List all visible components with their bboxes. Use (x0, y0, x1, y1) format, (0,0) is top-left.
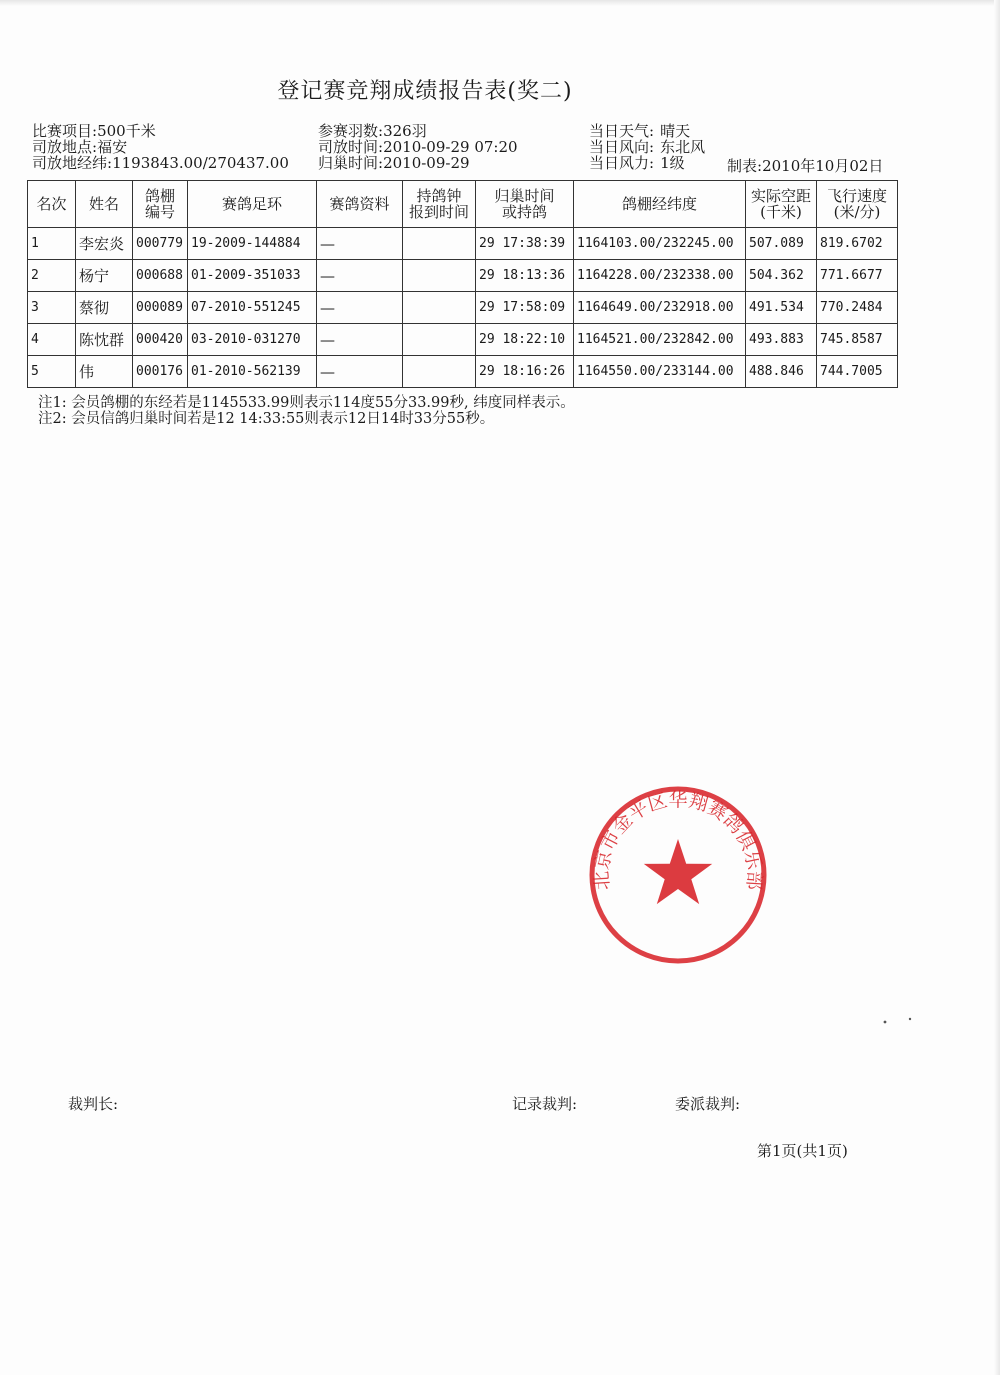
cell-clock-time (403, 260, 476, 292)
release-time-line (318, 139, 518, 155)
cell-name: 伟 (76, 356, 133, 388)
tabulation-date (727, 155, 883, 176)
cell-clock-time (403, 324, 476, 356)
cell-name: 李宏炎 (76, 228, 133, 260)
table-row (28, 228, 898, 260)
weather-line (589, 123, 705, 139)
meta-column-3 (589, 123, 705, 171)
table-row (28, 292, 898, 324)
header-pigeon-info: 赛鸽资料 (317, 181, 403, 228)
seal-text-path: 北京市金平区华翔赛鸽俱乐部 (590, 788, 766, 891)
cell-speed: 744.7005 (817, 356, 898, 388)
table-row (28, 324, 898, 356)
release-place-value: 福安 (97, 138, 128, 156)
release-place-label: 司放地点: (32, 138, 98, 156)
cell-pigeon-info: — (317, 356, 403, 388)
cell-rank: 4 (28, 324, 76, 356)
cell-ring: 03-2010-031270 (188, 324, 317, 356)
wind-direction-label: 当日风向: (589, 138, 655, 156)
cell-loft-coords: 1164521.00/232842.00 (574, 324, 746, 356)
cell-pigeon-info: — (317, 324, 403, 356)
header-distance: 实际空距 (千米) (746, 181, 817, 228)
record-referee-label: 记录裁判: (512, 1095, 578, 1113)
meta-column-1 (32, 123, 289, 171)
cell-distance: 493.883 (746, 324, 817, 356)
release-coords-value: 1193843.00/270437.00 (112, 154, 289, 172)
cell-clock-time (403, 356, 476, 388)
wind-direction-value: 东北风 (660, 138, 706, 156)
event-value: 500千米 (97, 122, 156, 140)
meta-column-2 (318, 123, 518, 171)
table-row (28, 260, 898, 292)
cell-distance: 491.534 (746, 292, 817, 324)
cell-loft-id: 000779 (133, 228, 188, 260)
event-label: 比赛项目: (32, 122, 98, 140)
entries-label: 参赛羽数: (318, 122, 384, 140)
cell-rank: 2 (28, 260, 76, 292)
cell-speed: 819.6702 (817, 228, 898, 260)
header-return-time: 归巢时间 或持鸽 (476, 181, 574, 228)
header-ring: 赛鸽足环 (188, 181, 317, 228)
entries-value: 326羽 (383, 122, 427, 140)
cell-distance: 504.362 (746, 260, 817, 292)
return-time-value: 2010-09-29 (383, 154, 470, 172)
cell-rank: 5 (28, 356, 76, 388)
cell-pigeon-info: — (317, 292, 403, 324)
cell-pigeon-info: — (317, 260, 403, 292)
release-place-line (32, 139, 289, 155)
cell-ring: 01-2009-351033 (188, 260, 317, 292)
cell-ring: 01-2010-562139 (188, 356, 317, 388)
cell-distance: 488.846 (746, 356, 817, 388)
cell-pigeon-info: — (317, 228, 403, 260)
note-2: 注2: 会员信鸽归巢时间若是12 14:33:55则表示12日14时33分55秒。 (38, 411, 495, 427)
cell-loft-coords: 1164550.00/233144.00 (574, 356, 746, 388)
cell-return-time: 29 18:16:26 (476, 356, 574, 388)
header-loft-id: 鸽棚 编号 (133, 181, 188, 228)
cell-rank: 1 (28, 228, 76, 260)
wind-direction-line (589, 139, 705, 155)
cell-speed: 770.2484 (817, 292, 898, 324)
cell-speed: 771.6677 (817, 260, 898, 292)
club-seal-stamp (585, 782, 771, 968)
header-loft-coords: 鸽棚经纬度 (574, 181, 746, 228)
cell-return-time: 29 18:13:36 (476, 260, 574, 292)
cell-loft-id: 000176 (133, 356, 188, 388)
cell-loft-coords: 1164649.00/232918.00 (574, 292, 746, 324)
wind-force-label: 当日风力: (589, 154, 655, 172)
cell-clock-time (403, 228, 476, 260)
results-table (27, 180, 898, 388)
header-rank: 名次 (28, 181, 76, 228)
weather-label: 当日天气: (589, 122, 655, 140)
release-time-label: 司放时间: (318, 138, 384, 156)
cell-name: 杨宁 (76, 260, 133, 292)
release-coords-label: 司放地经纬: (32, 154, 113, 172)
cell-rank: 3 (28, 292, 76, 324)
cell-ring: 07-2010-551245 (188, 292, 317, 324)
cell-return-time: 29 17:58:09 (476, 292, 574, 324)
return-time-label: 归巢时间: (318, 154, 384, 172)
cell-ring: 19-2009-144884 (188, 228, 317, 260)
cell-distance: 507.089 (746, 228, 817, 260)
header-speed: 飞行速度 (米/分) (817, 181, 898, 228)
chief-referee-label: 裁判长: (68, 1095, 119, 1113)
page-number: 第1页(共1页) (757, 1142, 848, 1160)
note-1: 注1: 会员鸽棚的东经若是1145533.99则表示114度55分33.99秒, 纬度同样表示。 (38, 395, 575, 411)
weather-value: 晴天 (660, 122, 691, 140)
release-time-value: 2010-09-29 07:20 (383, 138, 518, 156)
header-name: 姓名 (76, 181, 133, 228)
cell-name: 蔡彻 (76, 292, 133, 324)
cell-loft-id: 000089 (133, 292, 188, 324)
scan-edge-right (994, 0, 1000, 1375)
scan-edge-top (0, 0, 1000, 6)
seal-star-icon (644, 839, 712, 904)
cell-loft-coords: 1164228.00/232338.00 (574, 260, 746, 292)
cell-return-time: 29 18:22:10 (476, 324, 574, 356)
cell-loft-id: 000420 (133, 324, 188, 356)
wind-force-line (589, 155, 705, 171)
table-row (28, 356, 898, 388)
assigned-referee-label: 委派裁判: (675, 1095, 741, 1113)
release-coords-line (32, 155, 289, 171)
cell-loft-id: 000688 (133, 260, 188, 292)
header-clock-time: 持鸽钟 报到时间 (403, 181, 476, 228)
table-body (28, 228, 898, 388)
table-header-row (28, 181, 898, 228)
notes (38, 395, 575, 427)
event-line (32, 123, 289, 139)
scan-specks (880, 1010, 920, 1030)
return-time-line (318, 155, 518, 171)
made-label: 制表: (727, 157, 763, 175)
cell-clock-time (403, 292, 476, 324)
cell-return-time: 29 17:38:39 (476, 228, 574, 260)
cell-speed: 745.8587 (817, 324, 898, 356)
document-title: 登记赛竞翔成绩报告表(奖二) (277, 79, 573, 104)
wind-force-value: 1级 (660, 154, 685, 172)
made-value: 2010年10月02日 (762, 157, 884, 175)
entries-line (318, 123, 518, 139)
cell-loft-coords: 1164103.00/232245.00 (574, 228, 746, 260)
cell-name: 陈忱群 (76, 324, 133, 356)
